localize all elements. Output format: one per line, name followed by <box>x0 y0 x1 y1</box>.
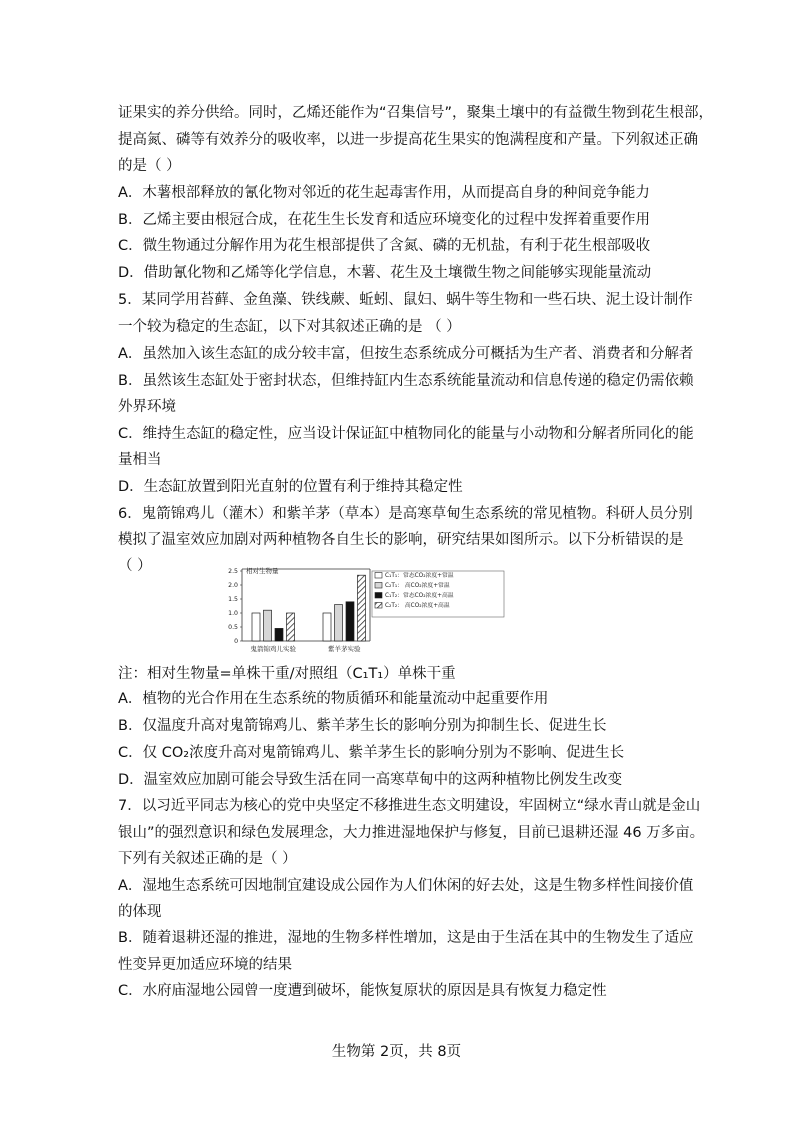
y-tick-label: 2.0 <box>228 582 238 590</box>
text-line: 的是（ ） <box>118 158 181 174</box>
legend-swatch <box>375 573 382 579</box>
text-line: A．湿地生态系统可因地制宜建设成公园作为人们休闲的好去处，这是生物多样性间接价值 <box>118 878 694 894</box>
legend-swatch <box>375 593 382 599</box>
bar <box>335 605 343 641</box>
text-line: B．虽然该生态缸处于密封状态，但维持缸内生态系统能量流动和信息传递的稳定仍需依赖 <box>118 373 694 389</box>
page-footer: 生物第 2页，共 8页 <box>331 1044 462 1060</box>
relative-biomass-bar-chart <box>222 559 570 663</box>
text-line: 注：相对生物量=单株干重/对照组（C₁T₁）单株干重 <box>118 666 456 682</box>
text-line: A．虽然加入该生态缸的成分较丰富，但按生态系统成分可概括为生产者、消费者和分解者 <box>118 346 694 362</box>
bar <box>275 628 283 641</box>
legend-entry: C₂T₂： 高CO₂浓度+高温 <box>385 603 450 609</box>
legend-swatch <box>375 603 382 609</box>
text-line: 证果实的养分供给。同时，乙烯还能作为“召集信号”，聚集土壤中的有益微生物到花生根部， <box>118 105 714 121</box>
bar <box>252 613 260 641</box>
text-line: D．温室效应加剧可能会导致生活在同一高寒草甸中的这两种植物比例发生改变 <box>118 772 623 788</box>
legend-swatch <box>375 583 382 589</box>
y-tick-label: 1.0 <box>228 610 238 618</box>
bar <box>264 610 272 641</box>
y-tick-label: 2.5 <box>228 568 238 576</box>
bar <box>346 602 354 641</box>
y-tick-label: 1.5 <box>228 596 238 604</box>
text-line: D．生态缸放置到阳光直射的位置有利于维持其稳定性 <box>118 479 463 495</box>
bar <box>287 613 295 641</box>
legend-entry: C₁T₁：常态CO₂浓度+常温 <box>385 573 454 579</box>
text-line: 性变异更加适应环境的结果 <box>118 957 292 973</box>
bar <box>358 575 366 641</box>
text-line: C．水府庙湿地公园曾一度遭到破坏，能恢复原状的原因是具有恢复力稳定性 <box>118 983 607 999</box>
text-line: 5．某同学用苔藓、金鱼藻、铁线蕨、蚯蚓、鼠妇、蜗牛等生物和一些石块、泥土设计制作 <box>118 292 693 308</box>
y-tick-label: 0 <box>234 638 238 646</box>
text-line: 6．鬼箭锦鸡儿（灌木）和紫羊茅（草本）是高寒草甸生态系统的常见植物。科研人员分别 <box>118 506 693 522</box>
legend-entry: C₁T₂：常态CO₂浓度+高温 <box>385 593 454 599</box>
text-line: 银山”的强烈意识和绿色发展理念，大力推进湿地保护与修复，目前已退耕还湿 46 万多亩。 <box>118 825 705 841</box>
text-line: A．植物的光合作用在生态系统的物质循环和能量流动中起重要作用 <box>118 691 549 707</box>
text-line: 一个较为稳定的生态缸，以下对其叙述正确的是 （ ） <box>118 319 461 335</box>
text-line: 下列有关叙述正确的是（ ） <box>118 851 297 867</box>
text-line: 7．以习近平同志为核心的党中央坚定不移推进生态文明建设，牢固树立“绿水青山就是金山 <box>118 798 701 814</box>
text-line: C．微生物通过分解作用为花生根部提供了含氮、磷的无机盐，有利于花生根部吸收 <box>118 238 651 254</box>
text-line: D．借助氰化物和乙烯等化学信息，木薯、花生及土壤微生物之间能够实现能量流动 <box>118 265 652 281</box>
text-line: C．仅 CO₂浓度升高对鬼箭锦鸡儿、紫羊茅生长的影响分别为不影响、促进生长 <box>118 745 625 761</box>
text-line: B．随着退耕还湿的推进，湿地的生物多样性增加，这是由于生活在其中的生物发生了适应 <box>118 930 694 946</box>
text-line: 量相当 <box>118 452 162 468</box>
bar <box>323 613 331 641</box>
text-line: B．仅温度升高对鬼箭锦鸡儿、紫羊茅生长的影响分别为抑制生长、促进生长 <box>118 718 607 734</box>
y-axis-label: 相对生物量 <box>246 567 279 575</box>
text-line: B．乙烯主要由根冠合成，在花生生长发育和适应环境变化的过程中发挥着重要作用 <box>118 212 650 228</box>
text-line: A．木薯根部释放的氰化物对邻近的花生起毒害作用，从而提高自身的种间竞争能力 <box>118 185 650 201</box>
text-line: C．维持生态缸的稳定性，应当设计保证缸中植物同化的能量与小动物和分解者所同化的能 <box>118 426 694 442</box>
text-line: 的体现 <box>118 904 162 920</box>
x-category-label: 鬼箭锦鸡儿实验 <box>250 645 296 653</box>
legend-entry: C₂T₁： 高CO₂浓度+常温 <box>385 583 450 589</box>
text-line: （ ） <box>118 558 152 574</box>
text-line: 外界环境 <box>118 399 176 415</box>
text-line: 模拟了温室效应加剧对两种植物各自生长的影响，研究结果如图所示。以下分析错误的是 <box>118 532 684 548</box>
x-category-label: 紫羊茅实验 <box>328 645 361 653</box>
text-line: 提高氮、磷等有效养分的吸收率，以进一步提高花生果实的饱满程度和产量。下列叙述正确 <box>118 132 698 148</box>
y-tick-label: 0.5 <box>228 624 238 632</box>
